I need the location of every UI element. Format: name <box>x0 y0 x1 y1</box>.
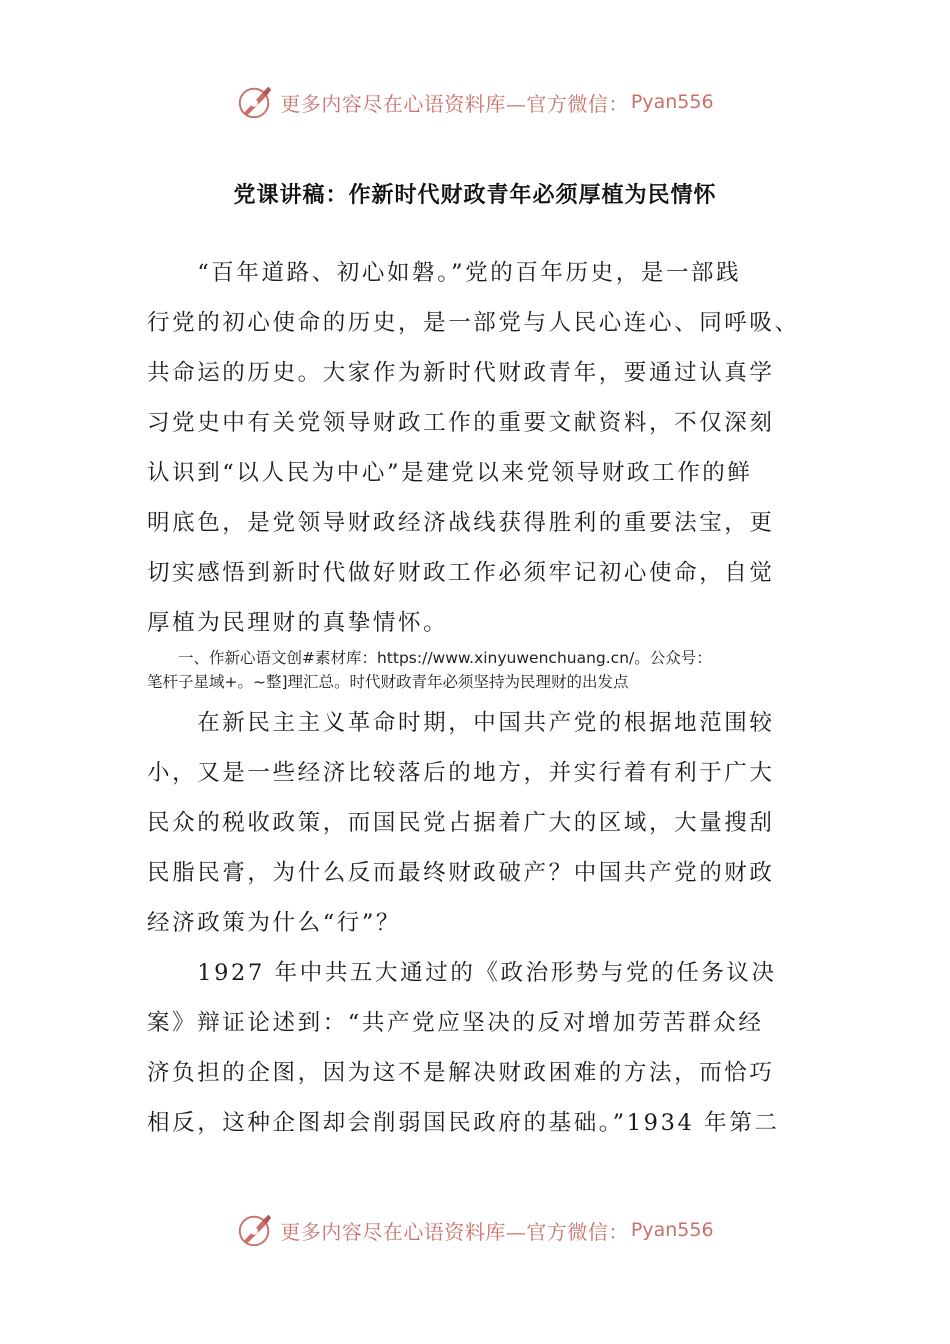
paragraph-line: 案》辩证论述到：“共产党应坚决的反对增加劳苦群众经 <box>147 1010 764 1036</box>
section-heading-line: 笔杆子星域+。~整]理汇总。时代财政青年必须坚持为民理财的出发点 <box>147 673 629 691</box>
paragraph-line: “百年道路、初心如磐。”党的百年历史，是一部践 <box>147 260 742 286</box>
paragraph-line: 共命运的历史。大家作为新时代财政青年，要通过认真学 <box>147 360 775 386</box>
footer-watermark-text: 更多内容尽在心语资料库—官方微信： <box>280 1219 629 1244</box>
pen-logo-icon <box>236 1211 274 1249</box>
paragraph-line: 习党史中有关党领导财政工作的重要文献资料，不仅深刻 <box>147 410 775 436</box>
paragraph-line: 小，又是一些经济比较落后的地方，并实行着有利于广大 <box>147 760 775 786</box>
header-watermark-text: 更多内容尽在心语资料库—官方微信： <box>280 91 629 116</box>
footer-wechat-id: Pyan556 <box>630 1219 714 1241</box>
section-heading-line: 一、作新心语文创#素材库：https://www.xinyuwenchuang.cn/。公众号： <box>147 649 712 667</box>
footer-watermark <box>0 1210 950 1250</box>
paragraph-line: 经济政策为什么“行”？ <box>147 910 402 936</box>
paragraph-line: 民众的税收政策，而国民党占据着广大的区域，大量搜刮 <box>147 810 775 836</box>
paragraph-line: 相反，这种企图却会削弱国民政府的基础。”1934 年第二 <box>147 1110 780 1136</box>
paragraph-line: 明底色，是党领导财政经济战线获得胜利的重要法宝，更 <box>147 510 775 536</box>
paragraph-line: 济负担的企图，因为这不是解决财政困难的方法，而恰巧 <box>147 1060 775 1086</box>
paragraph-line: 1927 年中共五大通过的《政治形势与党的任务议决 <box>147 960 777 986</box>
paragraph-line: 在新民主主义革命时期，中国共产党的根据地范围较 <box>147 710 775 736</box>
document-title: 党课讲稿：作新时代财政青年必须厚植为民情怀 <box>233 183 717 208</box>
header-wechat-id: Pyan556 <box>630 91 714 113</box>
header-watermark <box>0 82 950 122</box>
paragraph-line: 切实感悟到新时代做好财政工作必须牢记初心使命，自觉 <box>147 560 775 586</box>
paragraph-line: 行党的初心使命的历史，是一部党与人民心连心、同呼吸、 <box>147 310 800 336</box>
paragraph-line: 厚植为民理财的真挚情怀。 <box>147 610 449 636</box>
paragraph-line: 认识到“以人民为中心”是建党以来党领导财政工作的鲜 <box>147 460 753 486</box>
pen-logo-icon <box>236 83 274 121</box>
paragraph-line: 民脂民膏，为什么反而最终财政破产？中国共产党的财政 <box>147 860 775 886</box>
